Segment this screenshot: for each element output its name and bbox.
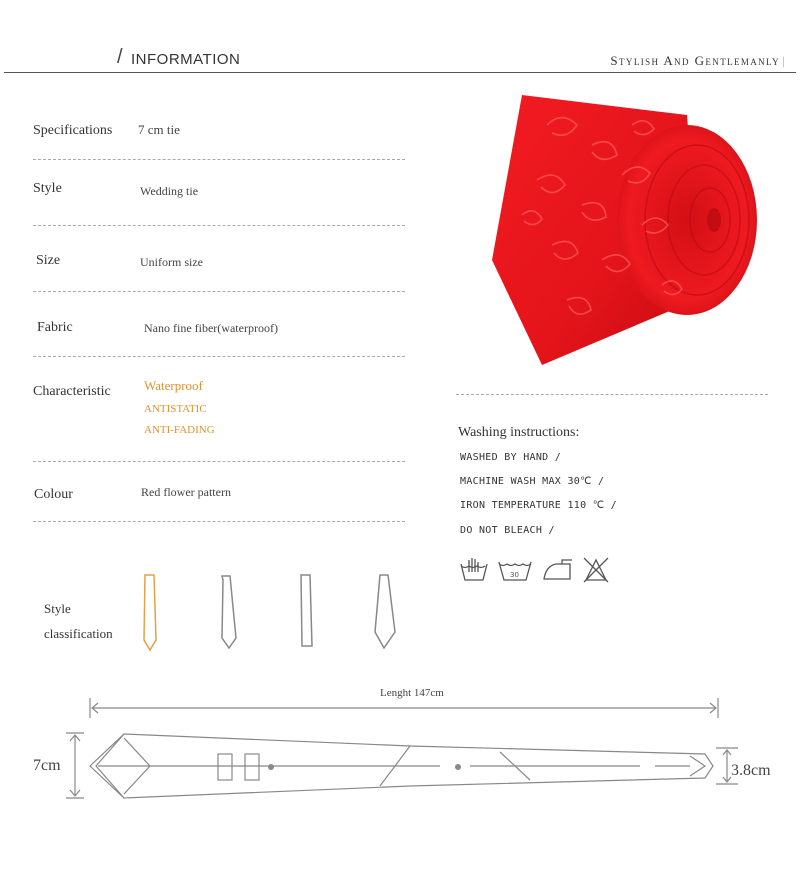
header: [0, 0, 800, 75]
spec-label: Style: [33, 181, 62, 196]
spec-label: Specifications: [33, 123, 113, 138]
header-slash: /: [117, 46, 123, 68]
iron-icon: [544, 560, 572, 579]
divider: [33, 521, 405, 522]
tagline: [610, 53, 786, 69]
tie-shape-skinny[interactable]: [144, 575, 156, 650]
wash-line-hand: WASHED BY HAND /: [460, 452, 562, 463]
tagline-bar: |: [781, 53, 786, 68]
divider: [33, 291, 405, 292]
style-classification-line1: Style: [44, 601, 71, 616]
washing-title: Washing instructions:: [458, 425, 580, 440]
hand-wash-icon: [461, 558, 487, 580]
tie-shape-slim[interactable]: [222, 576, 236, 648]
divider: [456, 394, 768, 395]
tie-product-image: [452, 85, 772, 375]
tie-shape-flat-end[interactable]: [301, 575, 312, 646]
spec-value: Red flower pattern: [141, 485, 231, 499]
style-classification-line2: classification: [44, 626, 113, 641]
divider: [33, 225, 405, 226]
tie-shape-classic[interactable]: [375, 575, 395, 648]
wide-width-label: 7cm: [33, 757, 61, 774]
wash-line-iron: IRON TEMPERATURE 110 ℃ /: [460, 500, 617, 511]
characteristic-waterproof: Waterproof: [144, 378, 203, 393]
spec-label: Fabric: [37, 320, 73, 335]
characteristic-antistatic: ANTISTATIC: [144, 403, 207, 415]
spec-value: Wedding tie: [140, 184, 199, 198]
spec-value: Nano fine fiber(waterproof): [144, 321, 278, 335]
header-divider: [4, 72, 796, 73]
tie-dimension-diagram: [0, 680, 800, 810]
divider: [33, 356, 405, 357]
machine-wash-30-icon: [499, 562, 531, 580]
wash-line-bleach: DO NOT BLEACH /: [460, 525, 555, 536]
characteristic-anti-fading: ANTI-FADING: [144, 424, 215, 436]
tagline-text: Stylish And Gentlemanly: [610, 53, 780, 68]
divider: [33, 461, 405, 462]
wash-line-machine: MACHINE WASH MAX 30℃ /: [460, 476, 605, 487]
spec-value: Uniform size: [140, 255, 203, 269]
narrow-width-label: 3.8cm: [731, 762, 771, 779]
machine-wash-temp: 30: [510, 571, 519, 579]
style-shapes: [130, 570, 420, 655]
style-classification-label: [44, 596, 113, 646]
do-not-bleach-icon: [584, 558, 608, 582]
spec-label: Characteristic: [33, 384, 111, 399]
spec-label: Size: [36, 253, 61, 268]
divider: [33, 159, 405, 160]
washing-icons: [458, 552, 618, 586]
page-title: INFORMATION: [131, 51, 241, 68]
spec-label: Colour: [34, 487, 73, 502]
tie-outline: [0, 680, 800, 810]
spec-value: 7 cm tie: [138, 122, 180, 137]
length-label: Lenght 147cm: [380, 687, 444, 699]
